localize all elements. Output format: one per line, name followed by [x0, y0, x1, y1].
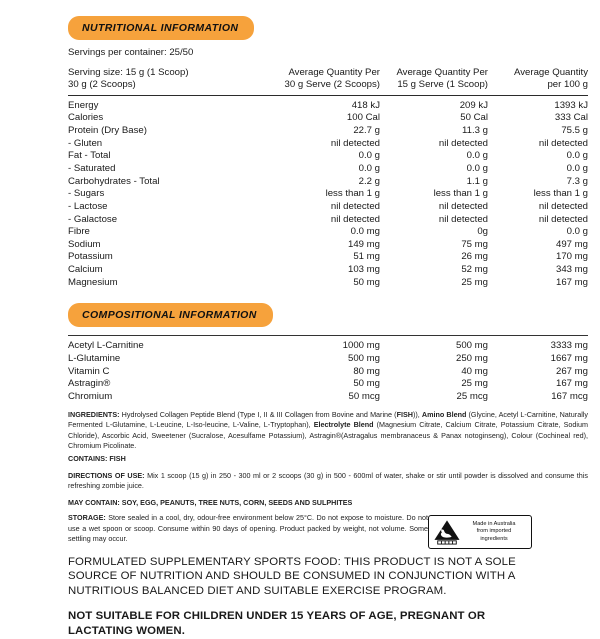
row-value-col1: less than 1 g [325, 188, 380, 200]
row-label: Acetyl L-Carnitine [68, 340, 144, 352]
row-value-col3: nil detected [538, 200, 588, 212]
table-row [68, 112, 588, 125]
ingredients-paragraph [0, 410, 600, 452]
aus-badge-line2: from imported [476, 528, 512, 535]
row-value-col3: 167 mg [556, 378, 588, 390]
serving-size-cell [68, 67, 268, 92]
row-value-col3: 75.5 g [561, 124, 588, 136]
row-value-col1: 0.0 g [358, 162, 380, 174]
may-contain-text: MAY CONTAIN: SOY, EGG, PEANUTS, TREE NUTS, CORN, SEEDS AND SULPHITES [68, 497, 353, 507]
table-row [68, 138, 588, 151]
row-value-col1: 500 mg [348, 353, 380, 365]
storage-section [0, 513, 600, 544]
table-row [68, 201, 588, 214]
row-label: Vitamin C [68, 365, 110, 377]
column-header-100g-line1: Average Quantity [514, 66, 588, 78]
column-header-30g-line1: Average Quantity Per [288, 66, 380, 78]
row-label: Protein (Dry Base) [68, 124, 147, 136]
table-row [68, 277, 588, 290]
ingredients-label: INGREDIENTS: [68, 409, 120, 419]
row-value-col3: 343 mg [556, 264, 588, 276]
contains-allergen-text: CONTAINS: FISH [68, 454, 126, 464]
row-value-col2: 25 mg [461, 378, 488, 390]
row-value-col1: 418 kJ [351, 99, 380, 111]
table-row [68, 163, 588, 176]
row-value-col1: 80 mg [353, 365, 380, 377]
row-value-col3: nil detected [538, 137, 588, 149]
directions-label: DIRECTIONS OF USE: [68, 470, 145, 480]
row-value-col3: 1667 mg [550, 353, 588, 365]
row-value-col2: 500 mg [456, 340, 488, 352]
row-value-col1: 2.2 g [358, 175, 380, 187]
directions-text: Mix 1 scoop (15 g) in 250 - 300 ml or 2 scoops (30 g) in 500 - 600ml of water, shake or stir until powder is dissolved and consume this refreshing zombie juice. [68, 470, 588, 491]
column-header-30g-line2: 30 g Serve (2 Scoops) [284, 79, 380, 91]
row-value-col2: 75 mg [461, 238, 488, 250]
column-header-15g-line1: Average Quantity Per [396, 66, 488, 78]
row-value-col3: 0.0 g [566, 226, 588, 238]
compositional-values-table [68, 340, 588, 403]
row-value-col1: 22.7 g [353, 124, 380, 136]
compositional-table-block [0, 335, 600, 403]
aus-badge-line1: Made in Australia [472, 520, 516, 527]
row-value-col3: 167 mg [556, 276, 588, 288]
row-value-col2: nil detected [438, 137, 488, 149]
row-value-col2: 209 kJ [459, 99, 488, 111]
row-value-col3: 167 mcg [551, 391, 588, 403]
contains-allergen-statement [0, 454, 600, 464]
row-value-col2: 11.3 g [462, 124, 488, 136]
may-contain-statement [0, 498, 600, 508]
row-value-col1: 50 mg [353, 378, 380, 390]
row-label: Chromium [68, 391, 113, 403]
nutritional-header-table [68, 67, 588, 92]
row-label: - Lactose [68, 200, 108, 212]
table-row [68, 176, 588, 189]
nutritional-table-divider [68, 95, 588, 96]
row-value-col1: nil detected [330, 137, 380, 149]
row-label: Calcium [68, 264, 103, 276]
compositional-information-header [0, 289, 600, 327]
column-header-100g-line2: per 100 g [547, 79, 588, 91]
table-row [68, 353, 588, 366]
row-value-col2: less than 1 g [433, 188, 488, 200]
row-value-col3: less than 1 g [533, 188, 588, 200]
row-value-col3: 0.0 g [566, 150, 588, 162]
formulated-supplementary-sports-food-statement: FORMULATED SUPPLEMENTARY SPORTS FOOD: THIS PRODUCT IS NOT A SOLE SOURCE OF NUTRITION AND SHOULD BE CONSUMED IN CONJUNCTION WITH A NUTRITIOUS BALANCED DIET AND SUITABLE EXERCISE PROGRAM. [68, 555, 516, 598]
row-value-col3: 0.0 g [566, 162, 588, 174]
row-value-col1: 0.0 mg [350, 226, 380, 238]
row-value-col2: 0.0 g [466, 162, 488, 174]
row-value-col3: 1393 kJ [554, 99, 588, 111]
row-value-col3: 267 mg [556, 365, 588, 377]
row-label: Fibre [68, 226, 90, 238]
ingredients-electrolyte-blend-label: Electrolyte Blend [313, 420, 374, 430]
column-header-15g-line2: 15 g Serve (1 Scoop) [397, 79, 488, 91]
ingredients-amino-blend-label: Amino Blend [421, 409, 467, 419]
column-header-15g [380, 67, 488, 92]
table-row [68, 188, 588, 201]
row-value-col2: nil detected [438, 200, 488, 212]
row-label: - Galactose [68, 213, 118, 225]
row-value-col1: 0.0 g [358, 150, 380, 162]
row-value-col3: nil detected [538, 213, 588, 225]
row-label: - Sugars [68, 188, 105, 200]
row-value-col2: 250 mg [456, 353, 488, 365]
directions-of-use-paragraph [0, 471, 600, 492]
table-row [68, 214, 588, 227]
storage-text-body: Store sealed in a cool, dry, odour-free environment below 25°C. Do not expose to moisture. Do not use a wet spoon or scoop. Consume within 90 days of opening. Product packed by weight, not volume. Some settling may occur. [68, 513, 428, 544]
row-label: Astragin® [68, 378, 111, 390]
row-label: - Gluten [68, 137, 103, 149]
ingredients-part3: (Glycine, Acetyl L-Carnitine, Naturally Fermented L-Glutamine, L-Leucine, L-Iso-leucine, L-Valine, L-Tryptophan), [68, 409, 588, 430]
row-value-col1: nil detected [330, 200, 380, 212]
row-value-col2: 1.1 g [466, 175, 488, 187]
row-value-col2: 25 mg [461, 276, 488, 288]
row-label: Carbohydrates - Total [68, 175, 160, 187]
row-value-col1: 50 mcg [348, 391, 380, 403]
made-in-australia-badge [428, 515, 532, 549]
row-value-col1: 100 Cal [346, 112, 380, 124]
serving-size-line-2: 30 g (2 Scoops) [68, 79, 136, 91]
column-header-30g [268, 67, 380, 92]
row-value-col3: 170 mg [556, 251, 588, 263]
ingredients-part1: Hydrolysed Collagen Peptide Blend (Type I, II & III Collagen from Bovine and Marine ( [119, 409, 397, 419]
ingredients-part4: (Magnesium Citrate, Calcium Citrate, Potassium Citrate, Sodium Chloride), Ascorbic Acid, Sweetener (Sucralose, Acesulfame Potassium), Astragin®(Astragalus membranaceus & Panax notoginseng), Colour (Cochineal red), Chromium Picolinate. [68, 420, 588, 451]
row-value-col1: 103 mg [348, 264, 380, 276]
nutritional-information-header [0, 0, 600, 40]
kangaroo-triangle-icon [433, 519, 461, 545]
row-value-col2: 52 mg [461, 264, 488, 276]
row-label: Calories [68, 112, 104, 124]
row-label: Sodium [68, 238, 101, 250]
nutritional-column-headers [68, 67, 588, 92]
row-value-col3: 497 mg [556, 238, 588, 250]
nutritional-values-table [68, 100, 588, 290]
row-value-col2: 40 mg [461, 365, 488, 377]
storage-paragraph [68, 513, 428, 544]
row-value-col2: 0g [477, 226, 488, 238]
storage-label: STORAGE: [68, 513, 106, 523]
nutritional-information-pill-label: NUTRITIONAL INFORMATION [68, 16, 254, 40]
row-value-col3: 7.3 g [566, 175, 588, 187]
not-suitable-statement: NOT SUITABLE FOR CHILDREN UNDER 15 YEARS OF AGE, PREGNANT OR LACTATING WOMEN. [68, 610, 486, 637]
row-value-col1: 1000 mg [342, 340, 380, 352]
aus-badge-line3: ingredients [480, 535, 508, 542]
made-in-australia-text [461, 521, 527, 544]
table-row [68, 125, 588, 138]
table-row [68, 100, 588, 113]
row-value-col1: nil detected [330, 213, 380, 225]
row-value-col2: 26 mg [461, 251, 488, 263]
table-row [68, 251, 588, 264]
row-label: Fat - Total [68, 150, 111, 162]
row-label: L-Glutamine [68, 353, 121, 365]
row-label: Energy [68, 99, 99, 111]
row-value-col3: 333 Cal [554, 112, 588, 124]
row-value-col1: 149 mg [348, 238, 380, 250]
row-label: Magnesium [68, 276, 118, 288]
column-header-100g [488, 67, 588, 92]
table-row [68, 340, 588, 353]
row-value-col3: 3333 mg [550, 340, 588, 352]
table-row [68, 391, 588, 404]
row-label: Potassium [68, 251, 113, 263]
row-value-col2: 50 Cal [460, 112, 488, 124]
table-row [68, 264, 588, 277]
ingredients-fish-allergen: FISH [396, 409, 413, 419]
table-row [68, 378, 588, 391]
table-row [68, 239, 588, 252]
servings-per-container: Servings per container: 25/50 [68, 47, 194, 58]
serving-size-line-1: Serving size: 15 g (1 Scoop) [68, 66, 189, 78]
ingredients-part2: )), [412, 409, 422, 419]
compositional-information-pill-label: COMPOSITIONAL INFORMATION [68, 303, 273, 327]
table-row [68, 226, 588, 239]
table-row [68, 366, 588, 379]
row-value-col2: nil detected [438, 213, 488, 225]
row-value-col1: 51 mg [353, 251, 380, 263]
compositional-table-divider [68, 335, 588, 336]
nutritional-table-block [0, 67, 600, 290]
row-label: - Saturated [68, 162, 116, 174]
row-value-col2: 0.0 g [466, 150, 488, 162]
table-row [68, 150, 588, 163]
row-value-col2: 25 mcg [456, 391, 488, 403]
row-value-col1: 50 mg [353, 276, 380, 288]
